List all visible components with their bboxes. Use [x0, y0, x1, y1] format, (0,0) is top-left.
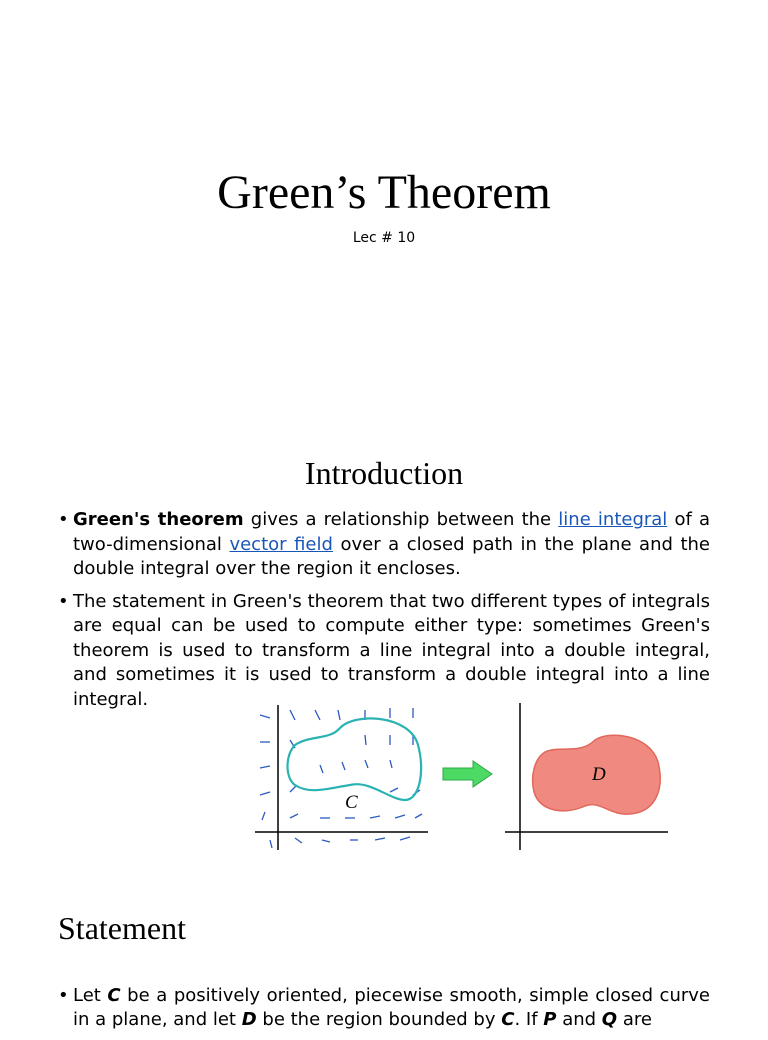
text: over a closed path in the plane and the double integral over the region it encloses.	[73, 533, 711, 579]
statement-heading: Statement	[58, 910, 186, 946]
vector-field-figure	[250, 700, 430, 850]
curve-label: C	[345, 792, 358, 813]
text: be a positively oriented, piecewise smooth, simple closed curve in a plane, and let	[73, 985, 710, 1030]
text: of a two-dimensional	[73, 509, 710, 555]
slide-title: Green’s Theorem	[217, 166, 551, 219]
bullet-2: • The statement in Green's theorem that two different types of integrals are equal can be used to compute either type: sometimes Green's theorem is used to transform a line integral into a double integral, and sometimes it is used to transform a double integral into a line integral.	[58, 590, 710, 713]
text: are	[617, 1009, 652, 1030]
closed-curve	[288, 718, 422, 800]
link-line-integral[interactable]: line integral	[558, 509, 668, 530]
bullet-1	[58, 508, 710, 582]
title-slide	[0, 0, 768, 430]
bold-term: Green's theorem	[73, 509, 244, 530]
statement-bullet	[58, 984, 710, 1040]
slide-subtitle: Lec # 10	[352, 230, 416, 246]
bullet-3	[58, 984, 710, 1032]
text: and	[556, 1009, 602, 1030]
field-arrows	[260, 708, 422, 848]
region-figure	[500, 700, 675, 850]
symbol-c: C	[501, 1009, 515, 1030]
text: Let	[73, 985, 108, 1006]
symbol-c: C	[107, 985, 121, 1006]
link-vector-field[interactable]: vector field	[229, 533, 333, 555]
symbol-d: D	[241, 1009, 257, 1030]
text: . If	[514, 1009, 544, 1030]
intro-bullets	[58, 508, 710, 720]
region-label: D	[592, 764, 606, 785]
symbol-q: Q	[601, 1009, 618, 1030]
introduction-heading: Introduction	[304, 455, 464, 491]
transform-arrow-icon	[440, 759, 500, 789]
text: be the region bounded by	[256, 1009, 502, 1030]
text: gives a relationship between the	[243, 509, 559, 530]
symbol-p: P	[543, 1009, 557, 1030]
